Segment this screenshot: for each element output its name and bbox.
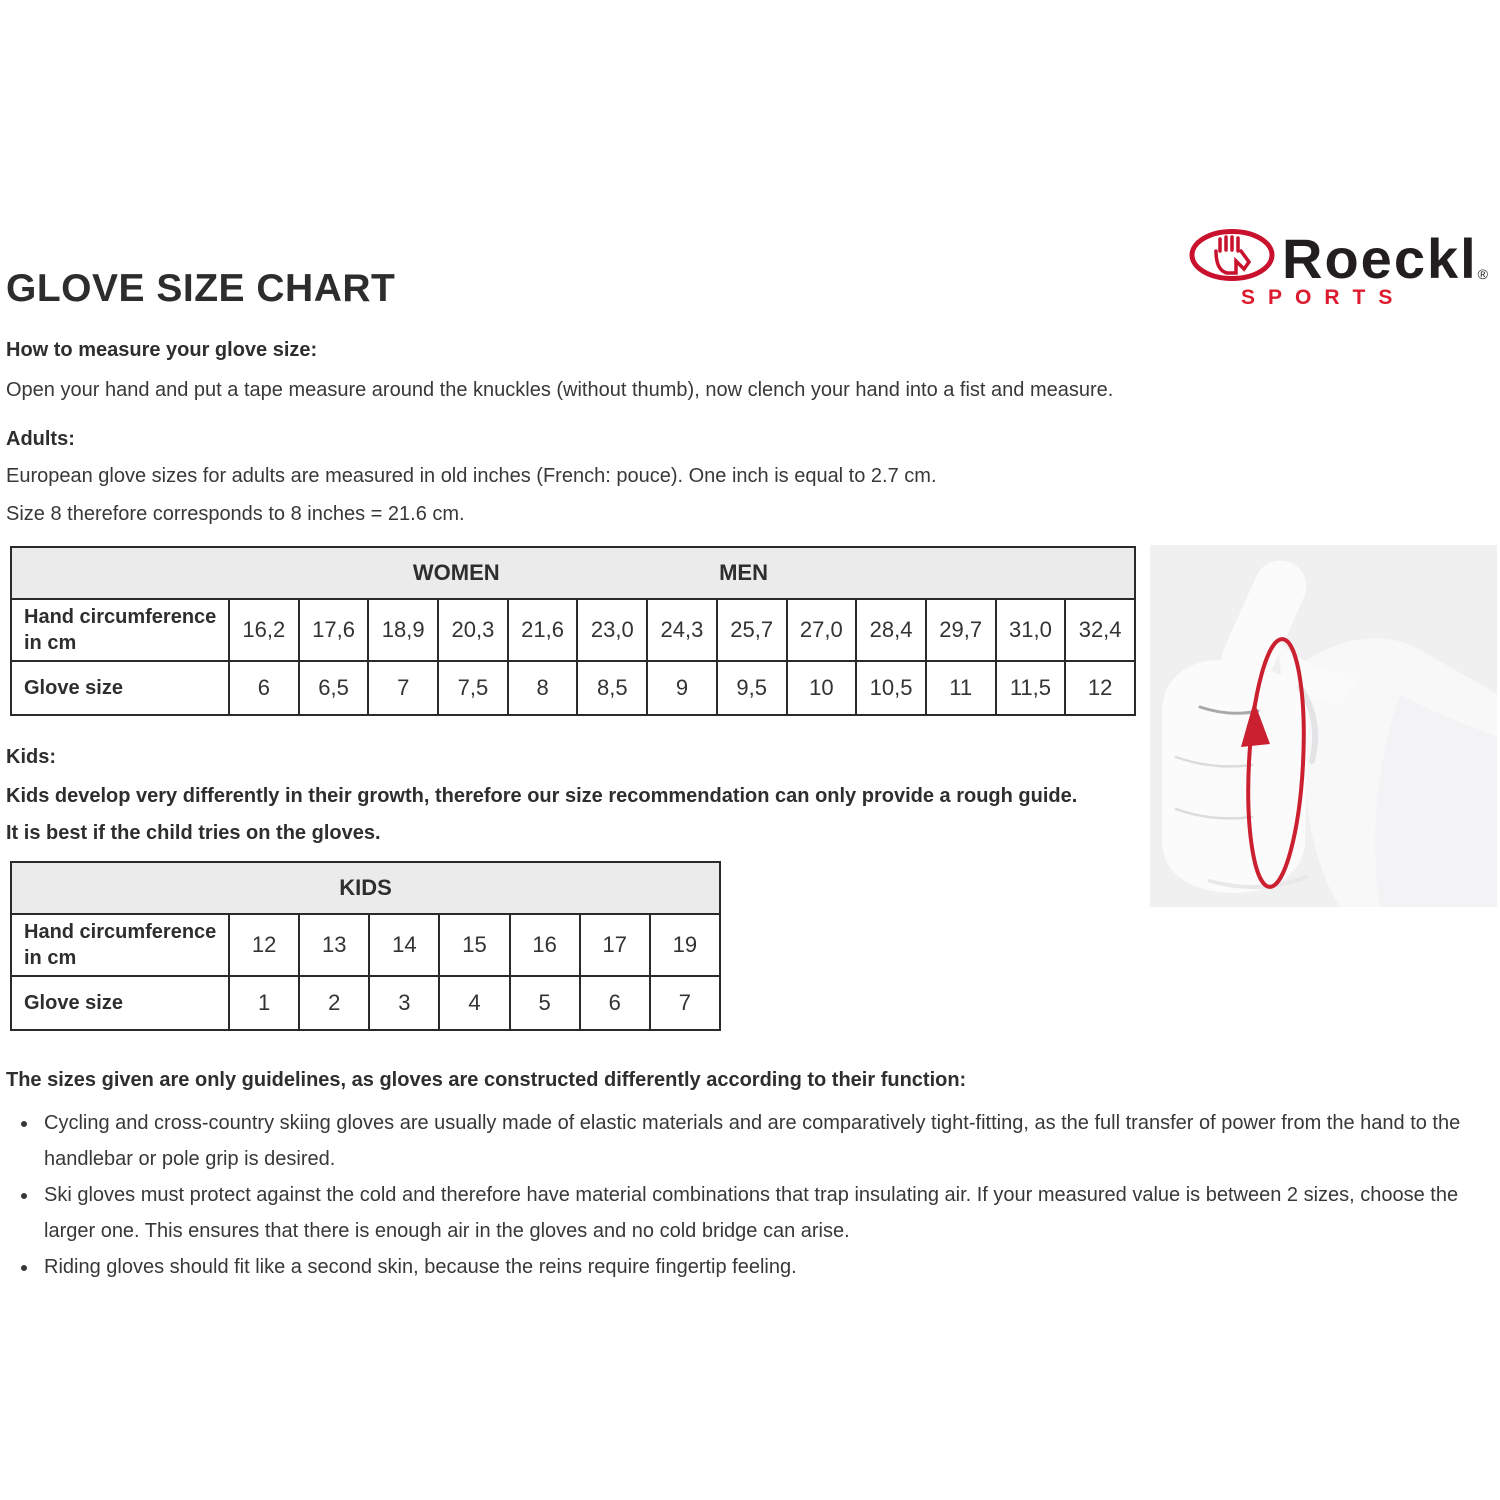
size-cell: 29,7	[926, 599, 996, 661]
list-item: • Cycling and cross-country skiing gloves are usually made of elastic materials and are comparatively tight-fitting, as the full transfer of power from the hand to the handlebar or pole grip is desired.	[39, 1105, 1494, 1177]
size-cell: 8,5	[577, 661, 647, 715]
size-cell: 20,3	[438, 599, 508, 661]
size-cell: 32,4	[1065, 599, 1135, 661]
adults-group-header-cell	[11, 547, 1135, 599]
size-cell: 31,0	[996, 599, 1066, 661]
size-cell: 2	[299, 976, 369, 1030]
size-cell: 9,5	[717, 661, 787, 715]
size-cell: 27,0	[787, 599, 857, 661]
size-cell: 19	[650, 914, 720, 976]
size-cell: 21,6	[508, 599, 578, 661]
size-cell: 12	[229, 914, 299, 976]
kids-size-table	[10, 861, 721, 1031]
list-item: • Riding gloves should fit like a second skin, because the reins require fingertip feeling.	[39, 1249, 1494, 1285]
kids-heading: Kids:	[6, 746, 56, 768]
measure-text: Open your hand and put a tape measure around the knuckles (without thumb), now clench your hand into a fist and measure.	[6, 379, 1114, 401]
size-cell: 17,6	[299, 599, 369, 661]
size-cell: 10	[787, 661, 857, 715]
size-cell: 11,5	[996, 661, 1066, 715]
size-cell: 3	[369, 976, 439, 1030]
glove-size-row-label: Glove size	[11, 976, 229, 1030]
adults-line1: European glove sizes for adults are measured in old inches (French: pouce). One inch is equal to 2.7 cm.	[6, 465, 937, 487]
size-cell: 7,5	[438, 661, 508, 715]
registered-mark: ®	[1477, 266, 1488, 282]
circumference-row-label: Hand circumference in cm	[11, 914, 229, 976]
logo-brand-text: Roeckl	[1282, 227, 1478, 291]
size-cell: 6	[580, 976, 650, 1030]
roeckl-sports-logo	[1189, 229, 1490, 308]
adults-line2: Size 8 therefore corresponds to 8 inches = 21.6 cm.	[6, 503, 465, 525]
kids-group-header-cell: KIDS	[11, 862, 720, 914]
size-cell: 16	[510, 914, 580, 976]
adults-heading: Adults:	[6, 428, 75, 450]
men-group-header: MEN	[719, 560, 768, 585]
adults-group-header-row	[11, 547, 1135, 599]
roeckl-hand-ellipse-icon	[1189, 229, 1275, 281]
list-item: • Ski gloves must protect against the cold and therefore have material combinations that trap insulating air. If your measured value is between 2 sizes, choose the larger one. This ensures that there is enough air in the gloves and no cold bridge can arise.	[39, 1177, 1494, 1249]
page-title: GLOVE SIZE CHART	[6, 267, 396, 310]
kids-text: Kids develop very differently in their growth, therefore our size recommendation can only provide a rough guide. It is best if the child tries on the gloves.	[6, 785, 1078, 844]
kids-circumference-row	[11, 914, 720, 976]
size-cell: 10,5	[856, 661, 926, 715]
size-cell: 25,7	[717, 599, 787, 661]
size-cell: 1	[229, 976, 299, 1030]
size-cell: 6,5	[299, 661, 369, 715]
size-cell: 9	[647, 661, 717, 715]
adults-circumference-row	[11, 599, 1135, 661]
kids-glove-size-row	[11, 976, 720, 1030]
size-cell: 4	[439, 976, 509, 1030]
size-cell: 11	[926, 661, 996, 715]
size-cell: 18,9	[368, 599, 438, 661]
size-cell: 24,3	[647, 599, 717, 661]
adults-size-table	[10, 546, 1136, 716]
size-cell: 15	[439, 914, 509, 976]
size-cell: 8	[508, 661, 578, 715]
glove-size-row-label: Glove size	[11, 661, 229, 715]
size-cell: 5	[510, 976, 580, 1030]
women-group-header: WOMEN	[412, 560, 500, 585]
logo-sports-text: SPORTS	[1241, 286, 1406, 309]
guidelines-list	[6, 1105, 1494, 1285]
size-cell: 17	[580, 914, 650, 976]
logo-top-row	[1189, 227, 1488, 291]
hand-measure-photo	[1150, 545, 1497, 907]
size-cell: 6	[229, 661, 299, 715]
kids-group-header-row	[11, 862, 720, 914]
size-cell: 14	[369, 914, 439, 976]
size-cell: 28,4	[856, 599, 926, 661]
measure-heading: How to measure your glove size:	[6, 339, 318, 361]
adults-glove-size-row	[11, 661, 1135, 715]
size-cell: 13	[299, 914, 369, 976]
circumference-row-label: Hand circumference in cm	[11, 599, 229, 661]
header	[0, 0, 1500, 308]
guidelines-heading: The sizes given are only guidelines, as gloves are constructed differently according to their function:	[6, 1069, 967, 1091]
size-cell: 23,0	[577, 599, 647, 661]
size-cell: 12	[1065, 661, 1135, 715]
size-cell: 7	[650, 976, 720, 1030]
size-cell: 7	[368, 661, 438, 715]
size-cell: 16,2	[229, 599, 299, 661]
